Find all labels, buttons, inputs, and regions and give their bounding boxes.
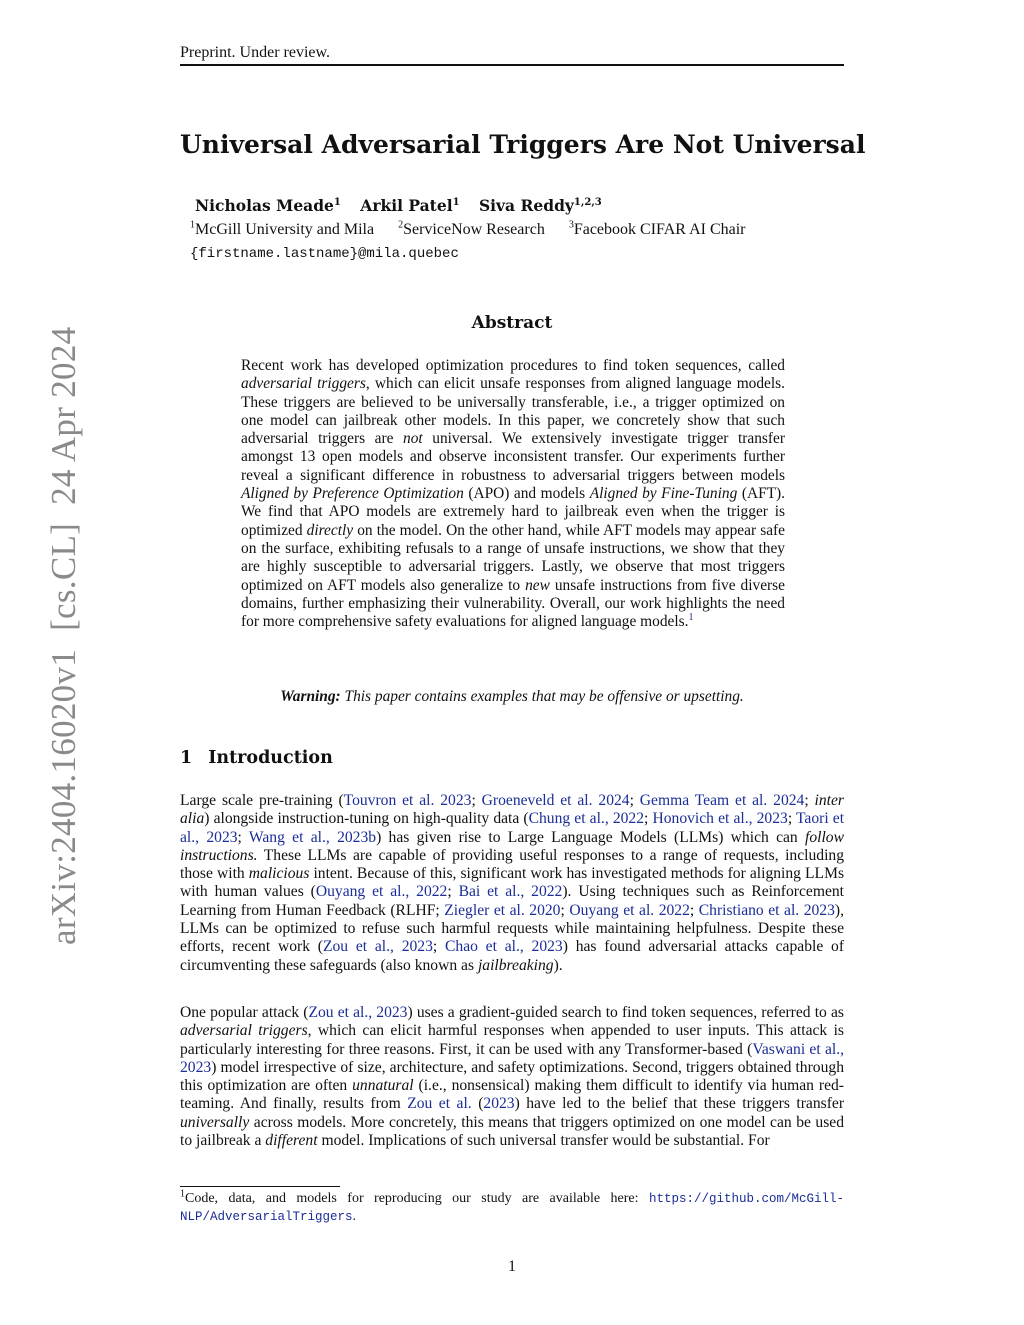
footnote: $^1$Code, data, and models for reproducing our study are available here: https://github.com/McGill-NLP/AdversarialTriggers. <box>180 1188 844 1224</box>
author: Arkil Patel$^1$ <box>360 196 460 215</box>
author-list <box>195 196 616 215</box>
citation-link[interactable]: Taori et al., 2023 <box>180 810 845 846</box>
arxiv-id: arXiv:2404.16020v1 <box>44 648 83 945</box>
page-number: 1 <box>508 1258 516 1275</box>
footnote-rule <box>180 1186 340 1187</box>
citation-link[interactable]: Chao et al., 2023 <box>445 938 563 956</box>
citation-link[interactable]: Zou et al., 2023 <box>322 938 433 956</box>
content-warning: Warning: This paper contains examples that may be offensive or upsetting. <box>280 688 744 705</box>
citation-link[interactable]: Zou et al., 2023 <box>308 1004 408 1021</box>
arxiv-date: 24 Apr 2024 <box>44 326 83 505</box>
header-rule <box>180 64 844 66</box>
citation-link[interactable]: Gemma Team et al. 2024 <box>639 792 805 809</box>
section-heading: 1 Introduction <box>180 748 333 768</box>
intro-paragraph-2: One popular attack (Zou et al., 2023) uses a gradient-guided search to find token sequences, referred to as adversarial triggers, which can elicit harmful responses when appended to user inputs. This attack is particularly interesting for three reasons. First, it can be used with any Transformer-based (Vaswani et al., 2023) model irrespective of size, architecture, and safety optimizations. Second, triggers obtained through this optimization are often unnatural (i.e., nonsensical) making them difficult to identify via human red-teaming. And finally, results from Zou et al. (2023) have led to the belief that these triggers transfer universally across models. More concretely, this means that triggers optimized on one model can be used to jailbreak a different model. Implications of such universal transfer would be substantial. For <box>180 1004 845 1150</box>
citation-link[interactable]: Ziegler et al. 2020 <box>444 901 561 919</box>
citation-link[interactable]: Bai et al., 2022 <box>458 883 563 901</box>
affiliation: $^3$Facebook CIFAR AI Chair <box>568 219 746 238</box>
affiliation: $^2$ServiceNow Research <box>398 219 545 238</box>
affiliation: $^1$McGill University and Mila <box>190 219 375 238</box>
author: Siva Reddy$^{1,2,3}$ <box>478 196 602 215</box>
citation-link[interactable]: Ouyang et al. 2022 <box>569 901 690 919</box>
footnote-link[interactable]: 1 <box>688 612 694 624</box>
affiliation-list <box>190 221 766 239</box>
running-header: Preprint. Under review. <box>180 44 331 61</box>
author-email: {firstname.lastname}@mila.quebec <box>190 246 459 262</box>
arxiv-category: [cs.CL] <box>44 522 83 631</box>
citation-link[interactable]: Touvron et al. 2023 <box>343 792 472 809</box>
abstract-heading: Abstract <box>471 313 553 333</box>
citation-link[interactable]: Christiano et al. 2023 <box>698 901 835 919</box>
citation-link[interactable]: Ouyang et al., 2022 <box>315 883 448 901</box>
arxiv-stamp <box>44 326 84 945</box>
citation-link[interactable]: Chung et al., 2022 <box>528 810 645 828</box>
author: Nicholas Meade$^1$ <box>195 196 341 215</box>
citation-link[interactable]: Groeneveld et al. 2024 <box>481 792 630 809</box>
repository-link[interactable]: https://github.com/McGill-NLP/AdversarialTriggers <box>180 1192 844 1224</box>
citation-link[interactable]: Vaswani et al., 2023 <box>180 1040 845 1076</box>
abstract-body: Recent work has developed optimization procedures to find token sequences, called adversarial triggers, which can elicit unsafe responses from aligned language models. These triggers are believed to be universally transferable, i.e., a trigger optimized on one model can jailbreak other models. In this paper, we concretely show that such adversarial triggers are not universal. We extensively investigate trigger transfer amongst 13 open models and observe inconsistent transfer. Our experiments further reveal a significant difference in robustness to adversarial triggers between models Aligned by Preference Optimization (APO) and models Aligned by Fine-Tuning (AFT). We find that APO models are extremely hard to jailbreak even when the trigger is optimized directly on the model. On the other hand, while AFT models may appear safe on the surface, exhibiting refusals to a range of unsafe instructions, we show that they are highly susceptible to adversarial triggers. Lastly, we observe that most triggers optimized on AFT models also generalize to new unsafe instructions from five diverse domains, further emphasizing their vulnerability. Overall, our work highlights the need for more comprehensive safety evaluations for aligned language models.$^1$ <box>241 357 785 631</box>
citation-link[interactable]: Zou et al. <box>407 1095 472 1113</box>
citation-link[interactable]: Honovich et al., 2023 <box>652 810 788 828</box>
citation-link[interactable]: 2023 <box>483 1095 515 1113</box>
intro-paragraph-1: Large scale pre-training (Touvron et al. 2023; Groeneveld et al. 2024; Gemma Team et al. 2024; inter alia) alongside instruction-tuning on high-quality data (Chung et al., 2022; Honovich et al., 2023; Taori et al., 2023; Wang et al., 2023b) has given rise to Large Language Models (LLMs) which can follow instructions. These LLMs are capable of providing useful responses to a range of requests, including those with malicious intent. Because of this, significant work has investigated methods for aligning LLMs with human values (Ouyang et al., 2022; Bai et al., 2022). Using techniques such as Reinforcement Learning from Human Feedback (RLHF; Ziegler et al. 2020; Ouyang et al. 2022; Christiano et al. 2023), LLMs can be optimized to refuse such harmful requests while maintaining helpfulness. Despite these efforts, recent work (Zou et al., 2023; Chao et al., 2023) has found adversarial attacks capable of circumventing these safeguards (also known as jailbreaking). <box>180 792 845 974</box>
paper-title: Universal Adversarial Triggers Are Not Universal <box>180 130 866 159</box>
citation-link[interactable]: Wang et al., 2023b <box>248 828 377 846</box>
